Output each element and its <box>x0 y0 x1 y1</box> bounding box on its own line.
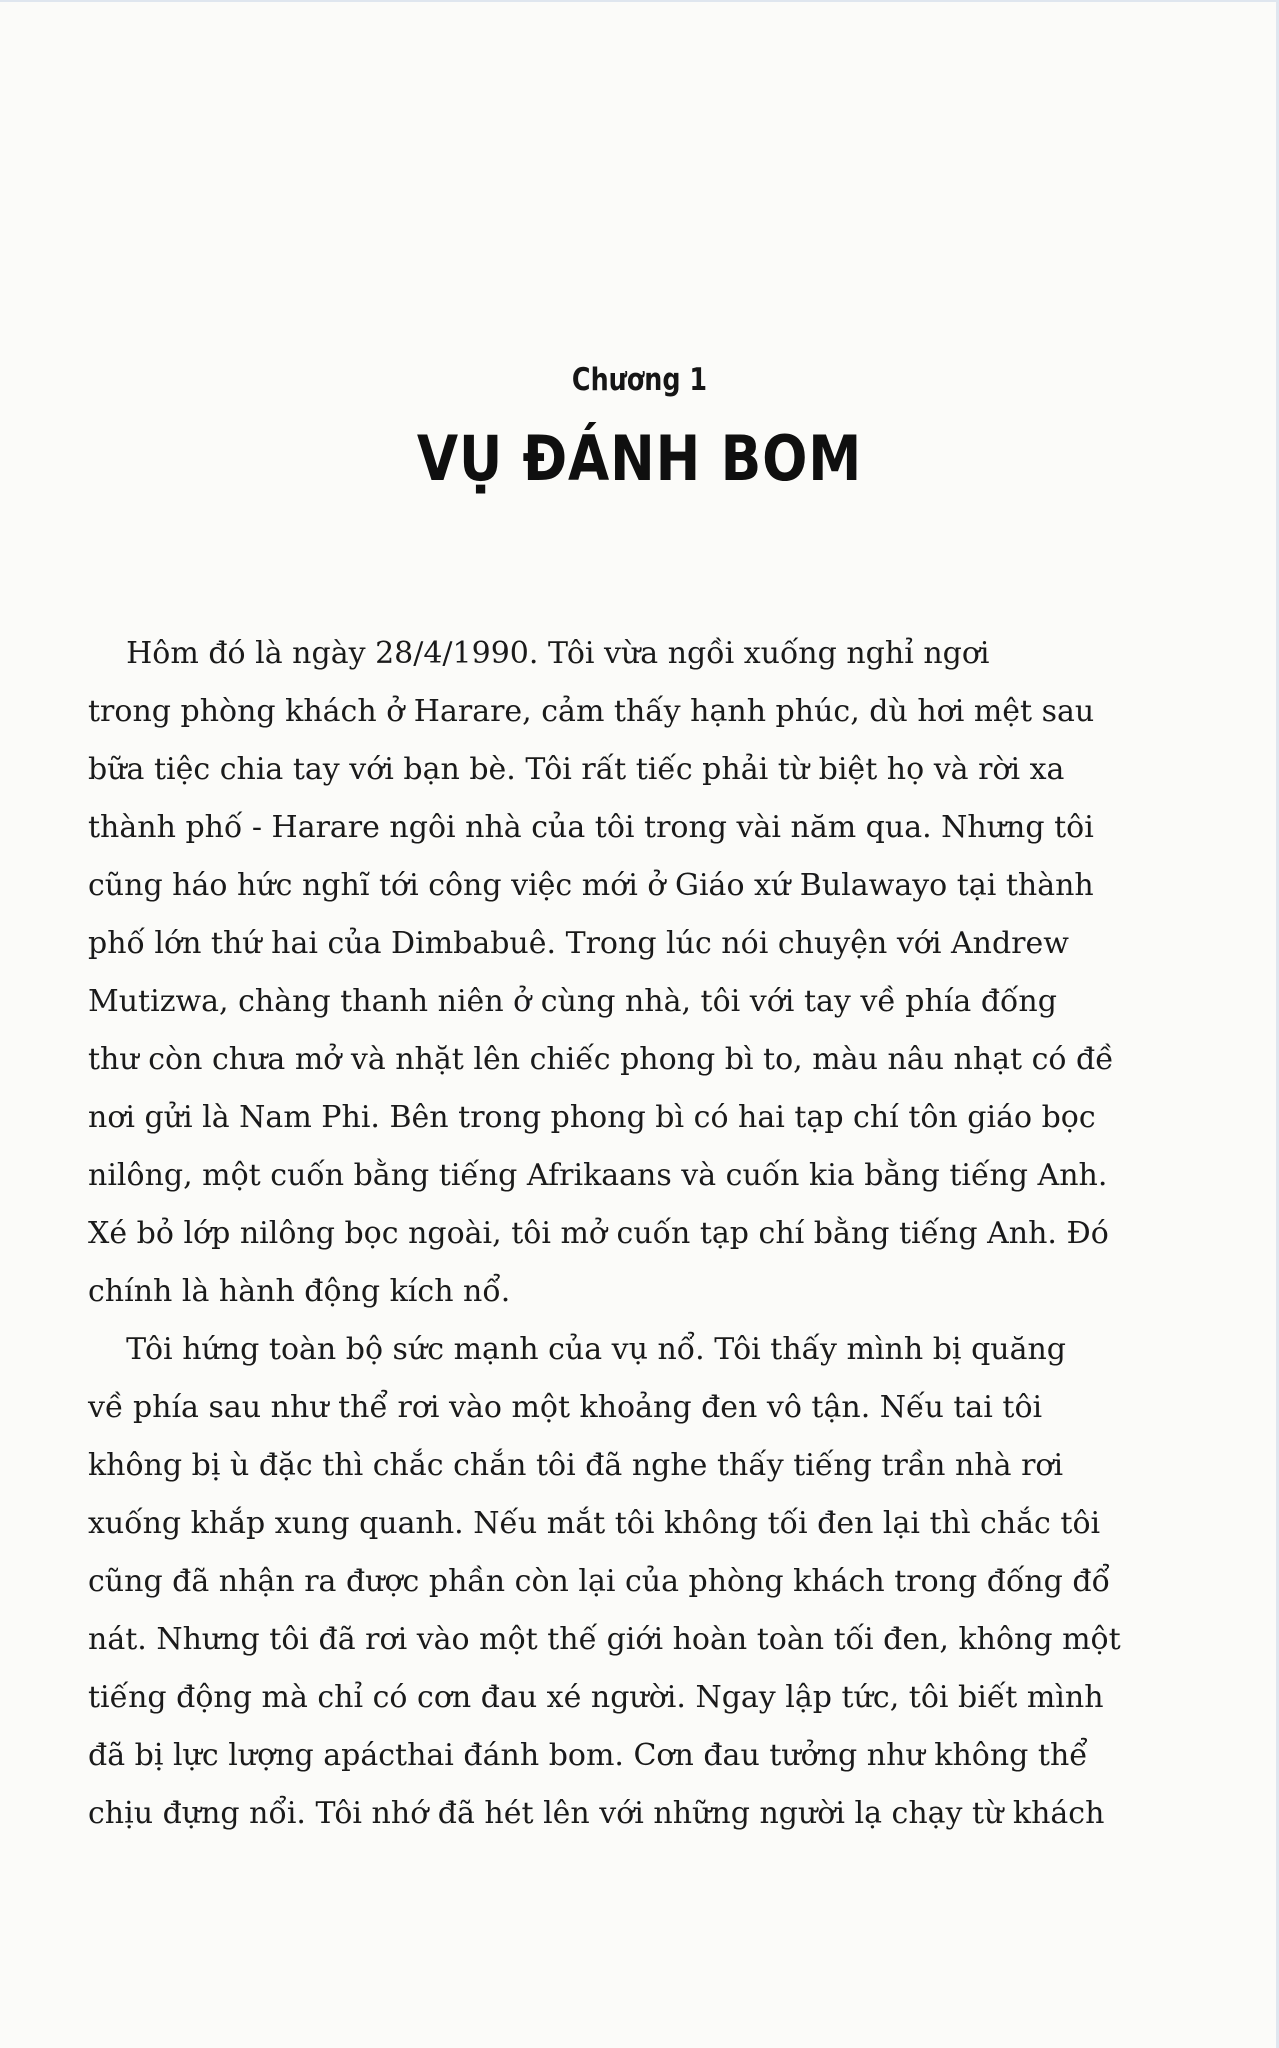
text-line: cũng đã nhận ra được phần còn lại của phòng khách trong đống đổ <box>88 1564 1110 1599</box>
text-line: tiếng động mà chỉ có cơn đau xé người. Ngay lập tức, tôi biết mình <box>88 1680 1104 1715</box>
text-line: nơi gửi là Nam Phi. Bên trong phong bì có hai tạp chí tôn giáo bọc <box>88 1100 1096 1135</box>
text-line: phố lớn thứ hai của Dimbabuê. Trong lúc nói chuyện với Andrew <box>88 926 1069 961</box>
text-line: cũng háo hức nghĩ tới công việc mới ở Giáo xứ Bulawayo tại thành <box>88 868 1094 903</box>
text-line: xuống khắp xung quanh. Nếu mắt tôi không tối đen lại thì chắc tôi <box>88 1506 1101 1541</box>
text-line: thư còn chưa mở và nhặt lên chiếc phong bì to, màu nâu nhạt có đề <box>88 1042 1114 1077</box>
text-line: không bị ù đặc thì chắc chắn tôi đã nghe thấy tiếng trần nhà rơi <box>88 1448 1064 1483</box>
text-line: nát. Nhưng tôi đã rơi vào một thế giới hoàn toàn tối đen, không một <box>88 1622 1121 1657</box>
paragraph <box>88 625 1128 1321</box>
text-line: Mutizwa, chàng thanh niên ở cùng nhà, tôi với tay về phía đống <box>88 984 1057 1019</box>
paragraph <box>88 1321 1128 1843</box>
text-line: đã bị lực lượng apácthai đánh bom. Cơn đau tưởng như không thể <box>88 1738 1088 1773</box>
text-line: chính là hành động kích nổ. <box>88 1274 511 1309</box>
body-text <box>88 625 1128 1843</box>
text-line: Xé bỏ lớp nilông bọc ngoài, tôi mở cuốn tạp chí bằng tiếng Anh. Đó <box>88 1216 1109 1251</box>
text-line: Tôi hứng toàn bộ sức mạnh của vụ nổ. Tôi thấy mình bị quăng <box>88 1332 1067 1367</box>
text-line: trong phòng khách ở Harare, cảm thấy hạnh phúc, dù hơi mệt sau <box>88 694 1095 729</box>
text-line: thành phố - Harare ngôi nhà của tôi trong vài năm qua. Nhưng tôi <box>88 810 1094 845</box>
chapter-label: Chương 1 <box>571 362 708 398</box>
text-line: bữa tiệc chia tay với bạn bè. Tôi rất tiếc phải từ biệt họ và rời xa <box>88 752 1065 787</box>
text-line: nilông, một cuốn bằng tiếng Afrikaans và cuốn kia bằng tiếng Anh. <box>88 1158 1108 1193</box>
text-line: chịu đựng nổi. Tôi nhớ đã hét lên với những người lạ chạy từ khách <box>88 1796 1105 1831</box>
chapter-title: VỤ ĐÁNH BOM <box>416 422 863 495</box>
text-line: về phía sau như thể rơi vào một khoảng đen vô tận. Nếu tai tôi <box>88 1390 1043 1425</box>
text-line: Hôm đó là ngày 28/4/1990. Tôi vừa ngồi xuống nghỉ ngơi <box>88 636 990 671</box>
